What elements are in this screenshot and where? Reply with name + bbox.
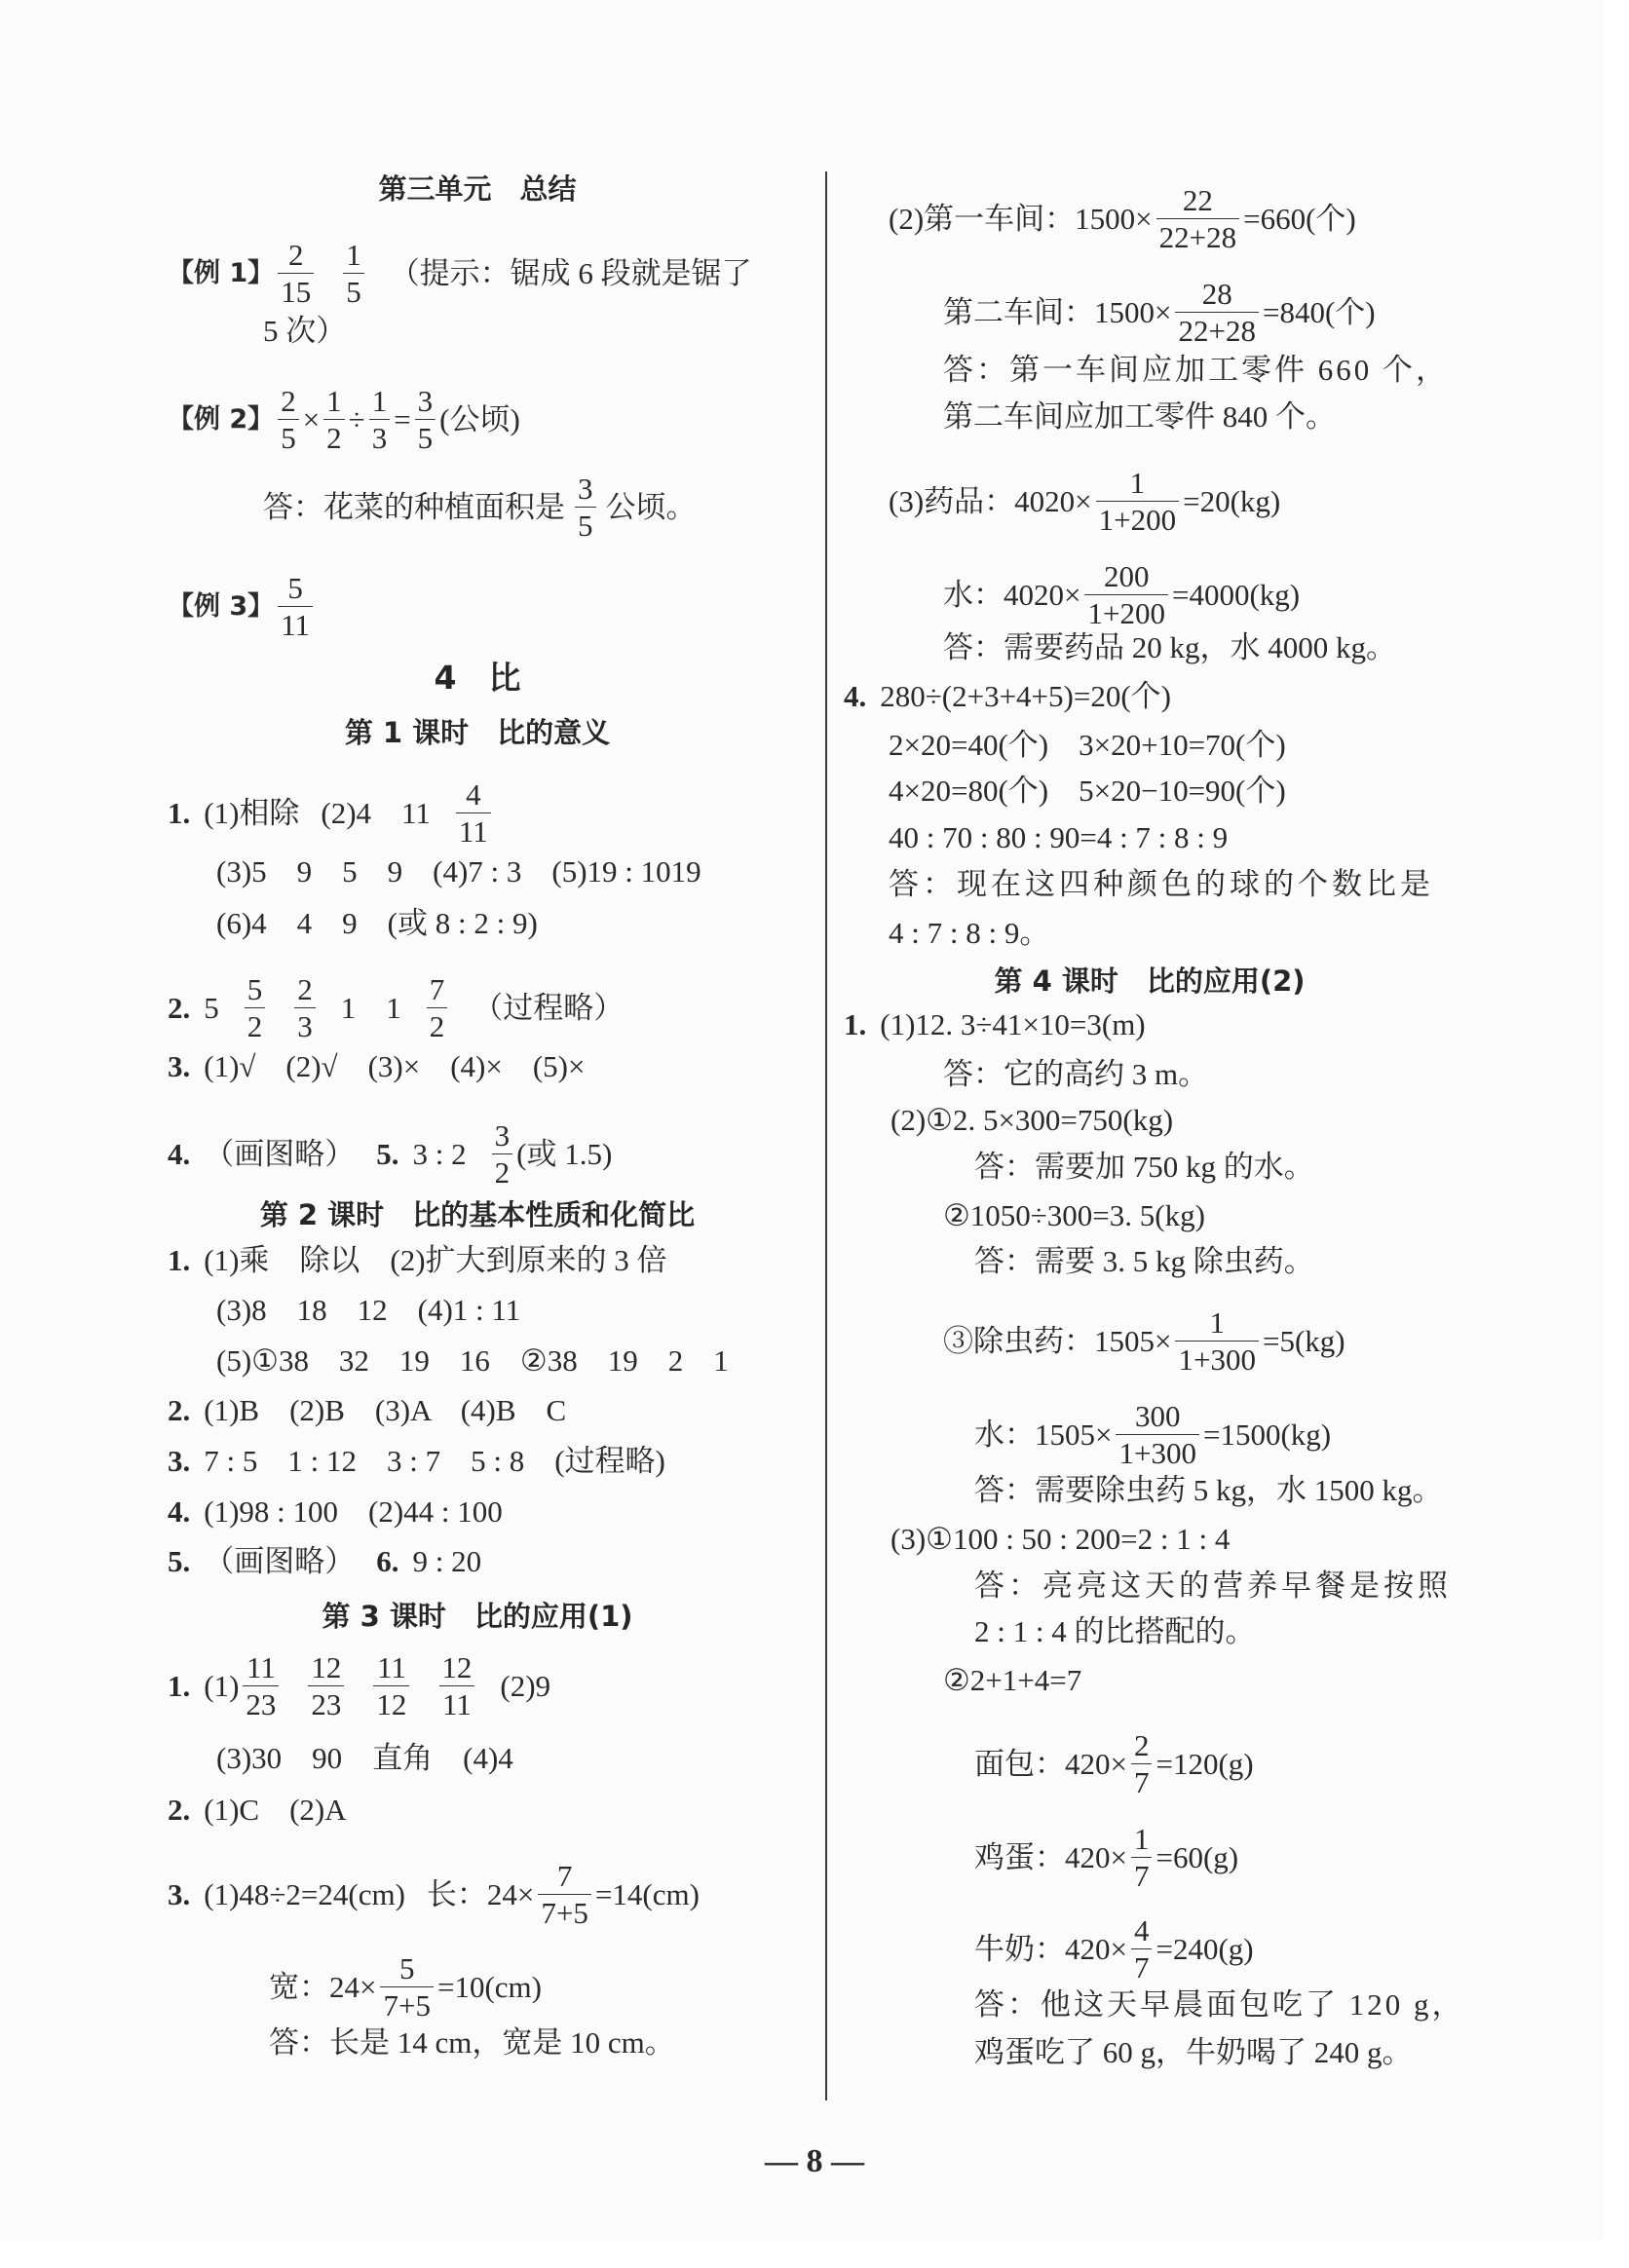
- lesson2-line: (3)8 18 12 (4)1 : 11: [216, 1293, 521, 1327]
- q4-line: 答：现在这四种颜色的球的个数比是: [889, 867, 1434, 901]
- fraction: $\frac{2}{15}$: [278, 240, 314, 307]
- page-number: — 8 —: [765, 2143, 864, 2179]
- lesson4-bread: 面包：420× $\frac{2}{7}$ =120(g): [974, 1728, 1254, 1799]
- lesson4-line: 答：需要加 750 kg 的水。: [974, 1150, 1314, 1184]
- q3-part3-water: 水：4020× $\frac{200}{1+200}$ =4000(kg): [943, 559, 1301, 630]
- q3-part2-workshop1: (2)第一车间：1500× $\frac{22}{22+28}$ =660(个): [889, 183, 1356, 254]
- example-label: 【例 2】: [168, 403, 275, 435]
- lesson3-q3-width: 宽：24× $\frac{5}{7+5}$ =10(cm): [269, 1951, 542, 2022]
- lesson2-line: 1. (1)乘 除以 (2)扩大到原来的 3 倍: [168, 1243, 667, 1277]
- lesson2-line: 4. (1)98 : 100 (2)44 : 100: [168, 1494, 503, 1529]
- lesson4-line: 1. (1)12. 3÷41×10=3(m): [844, 1007, 1146, 1041]
- lesson1-q1-line3: (6)4 4 9 (或 8 : 2 : 9): [216, 906, 538, 940]
- lesson4-pesticide: ③除虫药：1505× $\frac{1}{1+300}$ =5(kg): [943, 1305, 1345, 1377]
- lesson1-q3: 3. (1)√ (2)√ (3)× (4)× (5)×: [168, 1049, 586, 1083]
- hint-continuation: 5 次）: [263, 314, 347, 348]
- lesson1-q1-line2: (3)5 9 5 9 (4)7 : 3 (5)19 : 1019: [216, 854, 701, 888]
- example-label: 【例 1】: [168, 257, 275, 288]
- lesson2-line: 5. （画图略） 6. 9 : 20: [168, 1544, 482, 1578]
- lesson-2-title: 第 2 课时 比的基本性质和化简比: [259, 1198, 696, 1231]
- lesson4-line: 答：它的高约 3 m。: [943, 1057, 1209, 1091]
- lesson4-final-answer: 鸡蛋吃了 60 g，牛奶喝了 240 g。: [974, 2035, 1413, 2069]
- lesson-4-title: 第 4 课时 比的应用(2): [994, 964, 1306, 998]
- lesson4-line: 答：亮亮这天的营养早餐是按照: [974, 1569, 1452, 1603]
- lesson4-line: 答：需要除虫药 5 kg，水 1500 kg。: [974, 1473, 1443, 1507]
- lesson1-q2: 2. 5 $\frac{5}{2}$ $\frac{2}{3}$ 1 1 $\frac{7}{2}$ （过程略）: [168, 972, 625, 1043]
- lesson4-egg: 鸡蛋：420× $\frac{1}{7}$ =60(g): [974, 1822, 1239, 1893]
- lesson4-milk: 牛奶：420× $\frac{4}{7}$ =240(g): [974, 1913, 1254, 1984]
- lesson4-water: 水：1505× $\frac{300}{1+300}$ =1500(kg): [974, 1399, 1332, 1470]
- q4-line: 2×20=40(个) 3×20+10=70(个): [889, 728, 1286, 762]
- lesson-1-title: 第 1 课时 比的意义: [344, 716, 611, 749]
- lesson4-line: ②1050÷300=3. 5(kg): [943, 1198, 1205, 1232]
- example-2: 【例 2】 $\frac{2}{5}$ × $\frac{1}{2}$ ÷ $\frac{1}{3}$ = $\frac{3}{5}$ (公顷): [168, 384, 520, 455]
- lesson3-q1-line2: (3)30 90 直角 (4)4: [216, 1741, 513, 1775]
- unit3-summary-title: 第三单元 总结: [378, 172, 577, 206]
- lesson2-line: 2. (1)B (2)B (3)A (4)B C: [168, 1393, 567, 1427]
- chapter-4-title: 4 比: [434, 659, 521, 697]
- lesson3-q2: 2. (1)C (2)A: [168, 1793, 347, 1827]
- lesson2-line: 3. 7 : 5 1 : 12 3 : 7 5 : 8 (过程略): [168, 1444, 665, 1478]
- q3-part2-workshop2: 第二车间：1500× $\frac{28}{22+28}$ =840(个): [943, 277, 1376, 348]
- example-3: 【例 3】 $\frac{5}{11}$: [168, 573, 317, 640]
- q3-part3-medicine: (3)药品：4020× $\frac{1}{1+200}$ =20(kg): [889, 466, 1281, 537]
- example-2-answer: 答：花菜的种植面积是 $\frac{3}{5}$ 公顷。: [263, 472, 697, 543]
- q4-line: 4×20=80(个) 5×20−10=90(个): [889, 774, 1286, 808]
- lesson4-final-answer: 答：他这天早晨面包吃了 120 g，: [974, 1987, 1465, 2022]
- lesson3-q3: 3. (1)48÷2=24(cm) 长：24× $\frac{7}{7+5}$ =14(cm): [168, 1859, 700, 1930]
- q4-line: 4. 280÷(2+3+4+5)=20(个): [844, 679, 1171, 713]
- example-1: [168, 240, 752, 307]
- example-label: 【例 3】: [168, 590, 275, 622]
- q4-line: 40 : 70 : 80 : 90=4 : 7 : 8 : 9: [889, 820, 1229, 854]
- lesson4-line: 2 : 1 : 4 的比搭配的。: [974, 1614, 1256, 1648]
- q3-part3-answer: 答：需要药品 20 kg，水 4000 kg。: [943, 630, 1396, 664]
- lesson4-line: (3)①100 : 50 : 200=2 : 1 : 4: [890, 1522, 1231, 1556]
- lesson1-q1: 1. (1)相除 (2)4 11 $\frac{4}{11}$: [168, 779, 495, 847]
- lesson4-line: 答：需要 3. 5 kg 除虫药。: [974, 1244, 1314, 1278]
- q3-part2-answer: 答：第一车间应加工零件 660 个，: [943, 353, 1449, 387]
- lesson3-q3-answer: 答：长是 14 cm，宽是 10 cm。: [269, 2025, 675, 2060]
- lesson1-q4-q5: 4. （画图略） 5. 3 : 2 $\frac{3}{2}$ (或 1.5): [168, 1118, 613, 1190]
- lesson4-line: (2)①2. 5×300=750(kg): [890, 1103, 1174, 1137]
- lesson-3-title: 第 3 课时 比的应用(1): [322, 1600, 633, 1633]
- column-divider: [825, 171, 827, 2100]
- fraction: $\frac{1}{5}$: [343, 240, 364, 307]
- hint-text: （提示：锯成 6 段就是锯了: [389, 255, 752, 290]
- lesson3-q1: 1. (1) $\frac{11}{23}$ $\frac{12}{23}$ $\frac{11}{12}$ $\frac{12}{11}$ (2)9: [168, 1650, 551, 1721]
- lesson2-line: (5)①38 32 19 16 ②38 19 2 1: [216, 1343, 729, 1378]
- q4-line: 4 : 7 : 8 : 9。: [889, 916, 1050, 950]
- lesson4-line: ②2+1+4=7: [943, 1663, 1082, 1697]
- q3-part2-answer: 第二车间应加工零件 840 个。: [943, 399, 1336, 434]
